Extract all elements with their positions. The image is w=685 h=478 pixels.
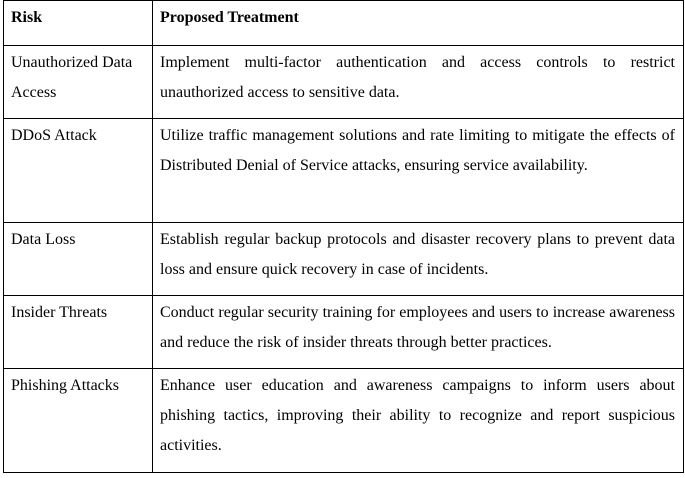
treatment-cell: [153, 119, 684, 223]
treatment-text: Implement multi-factor authentication and access controls to restrict unauthorized access to sensitive data.: [160, 54, 675, 101]
table-header-row: [4, 1, 684, 46]
treatment-text: Enhance user education and awareness campaigns to inform users about phishing tactics, improving their ability to recognize and report suspicious activities.: [160, 377, 675, 454]
treatment-cell: [153, 369, 684, 473]
risk-cell: [4, 46, 153, 119]
risk-cell: [4, 223, 153, 296]
treatment-text: Conduct regular security training for employees and users to increase awareness and reduce the risk of insider threats through better practices.: [160, 304, 675, 351]
treatment-cell: [153, 46, 684, 119]
risk-cell: [4, 119, 153, 223]
risk-name: Unauthorized Data Access: [11, 54, 133, 101]
treatment-header-label: Proposed Treatment: [160, 9, 299, 26]
treatment-column-header: [153, 1, 684, 46]
table-row: [4, 369, 684, 473]
risk-name: DDoS Attack: [11, 127, 97, 144]
risk-cell: [4, 296, 153, 369]
treatment-text: Establish regular backup protocols and disaster recovery plans to prevent data loss and ensure quick recovery in case of incidents.: [160, 231, 675, 278]
table-row: [4, 223, 684, 296]
risk-treatment-table: [3, 0, 684, 473]
risk-column-header: [4, 1, 153, 46]
treatment-cell: [153, 223, 684, 296]
risk-name: Data Loss: [11, 231, 76, 248]
table-row: [4, 46, 684, 119]
risk-name: Phishing Attacks: [11, 377, 120, 394]
risk-cell: [4, 369, 153, 473]
table-row: [4, 296, 684, 369]
table-row: [4, 119, 684, 223]
risk-header-label: Risk: [11, 9, 43, 26]
treatment-text: Utilize traffic management solutions and rate limiting to mitigate the effects of Distributed Denial of Service attacks, ensuring service availability.: [160, 127, 675, 174]
treatment-cell: [153, 296, 684, 369]
risk-name: Insider Threats: [11, 304, 108, 321]
